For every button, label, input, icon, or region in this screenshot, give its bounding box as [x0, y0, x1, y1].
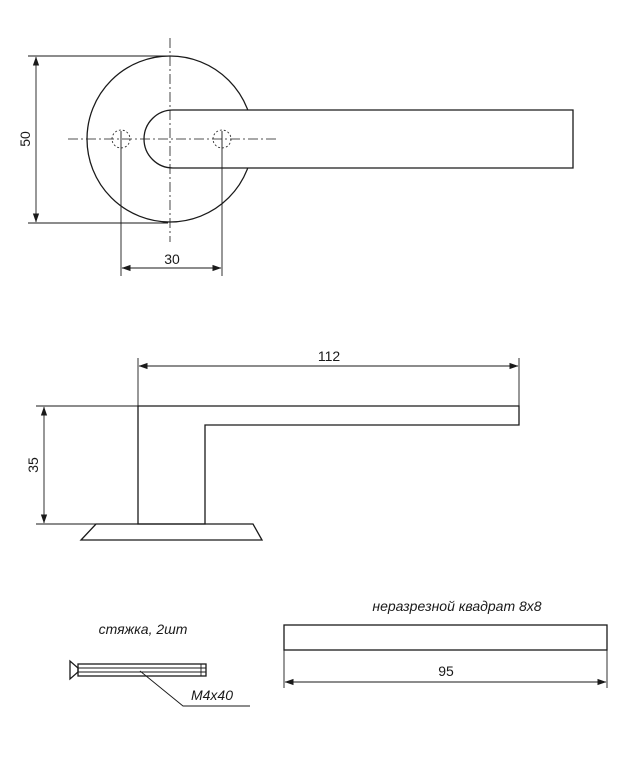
side-view [25, 348, 519, 540]
dim-35-label: 35 [25, 457, 41, 473]
screw-size-label: M4x40 [190, 687, 234, 703]
dim-112-label: 112 [317, 348, 341, 364]
dim-50-label: 50 [17, 131, 33, 147]
screw-detail [70, 621, 250, 706]
screw-title: стяжка, 2шт [98, 621, 188, 637]
screw-head [70, 661, 78, 679]
spindle-title: неразрезной квадрат 8x8 [372, 598, 542, 614]
square-spindle-detail [284, 598, 607, 688]
dim-30-label: 30 [164, 251, 180, 267]
screw-shank [78, 664, 206, 676]
spindle-body [284, 625, 607, 650]
rosette-base-plate [81, 524, 262, 540]
dim-95-label: 95 [438, 663, 454, 679]
front-view [17, 38, 573, 276]
lever-side-profile [138, 406, 519, 524]
